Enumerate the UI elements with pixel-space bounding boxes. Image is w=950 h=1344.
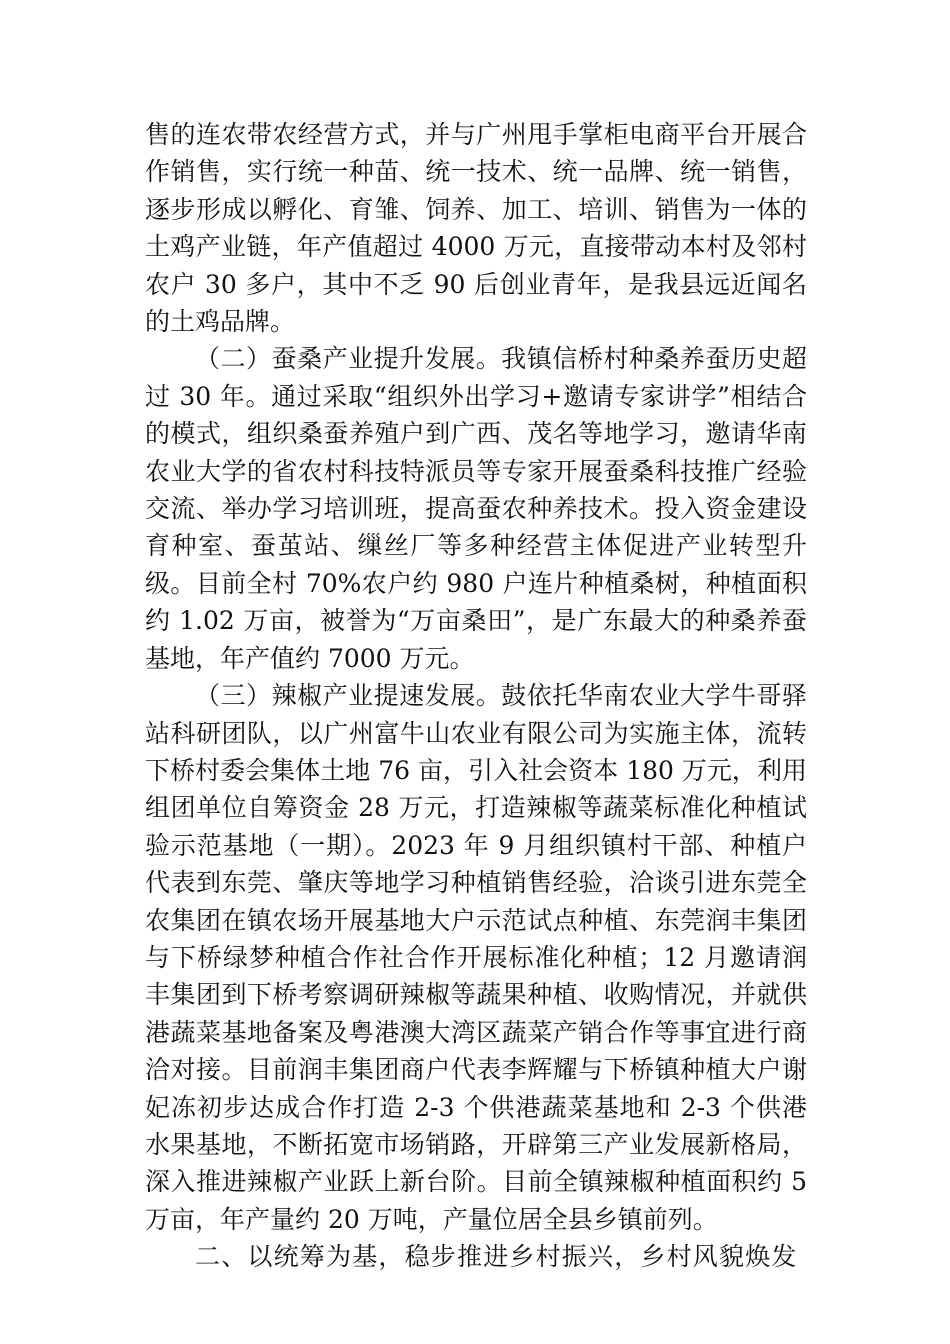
section-heading: 二、以统筹为基，稳步推进乡村振兴，乡村风貌焕发 [195,1242,798,1272]
paragraph-chicken-industry: 售的连农带农经营方式，并与广州甩手掌柜电商平台开展合作销售，实行统一种苗、统一技术、统一品牌、统一销售，逐步形成以孵化、育雏、饲养、加工、培训、销售为一体的土鸡产业链，年产值超过 4000 万元，直接带动本村及邻村农户 30 多户，其中不乏 90 后创业青年，是我县远近闻名的土鸡品牌。 [145,120,807,337]
paragraph-sericulture-industry: （二）蚕桑产业提升发展。我镇信桥村种桑养蚕历史超过 30 年。通过采取“组织外出学习+邀请专家讲学”相结合的模式，组织桑蚕养殖户到广西、茂名等地学习，邀请华南农业大学的省农村科技特派员等专家开展蚕桑科技推广经验交流、举办学习培训班，提高蚕农种养技术。投入资金建设育种室、蚕茧站、缫丝厂等多种经营主体促进产业转型升级。目前全村 70%农户约 980 户连片种植桑树，种植面积约 1.02 万亩，被誉为“万亩桑田”，是广东最大的种桑养蚕基地，年产值约 7000 万元。 [145,344,807,673]
document-body [145,116,807,1276]
paragraph-pepper-industry: （三）辣椒产业提速发展。鼓依托华南农业大学牛哥驿站科研团队，以广州富牛山农业有限公司为实施主体，流转下桥村委会集体土地 76 亩，引入社会资本 180 万元，利用组团单位自筹资金 28 万元，打造辣椒等蔬菜标准化种植试验示范基地（一期）。2023 年 9 月组织镇村干部、种植户代表到东莞、肇庆等地学习种植销售经验，洽谈引进东莞全农集团在镇农场开展基地大户示范试点种植、东莞润丰集团与下桥绿梦种植合作社合作开展标准化种植；12 月邀请润丰集团到下桥考察调研辣椒等蔬果种植、收购情况，并就供港蔬菜基地备案及粤港澳大湾区蔬菜产销合作等事宜进行商洽对接。目前润丰集团商户代表李辉耀与下桥镇种植大户谢妃冻初步达成合作打造 2-3 个供港蔬菜基地和 2-3 个供港水果基地，不断拓宽市场销路，开辟第三产业发展新格局，深入推进辣椒产业跃上新台阶。目前全镇辣椒种植面积约 5 万亩，年产量约 20 万吨，产量位居全县乡镇前列。 [145,681,807,1234]
